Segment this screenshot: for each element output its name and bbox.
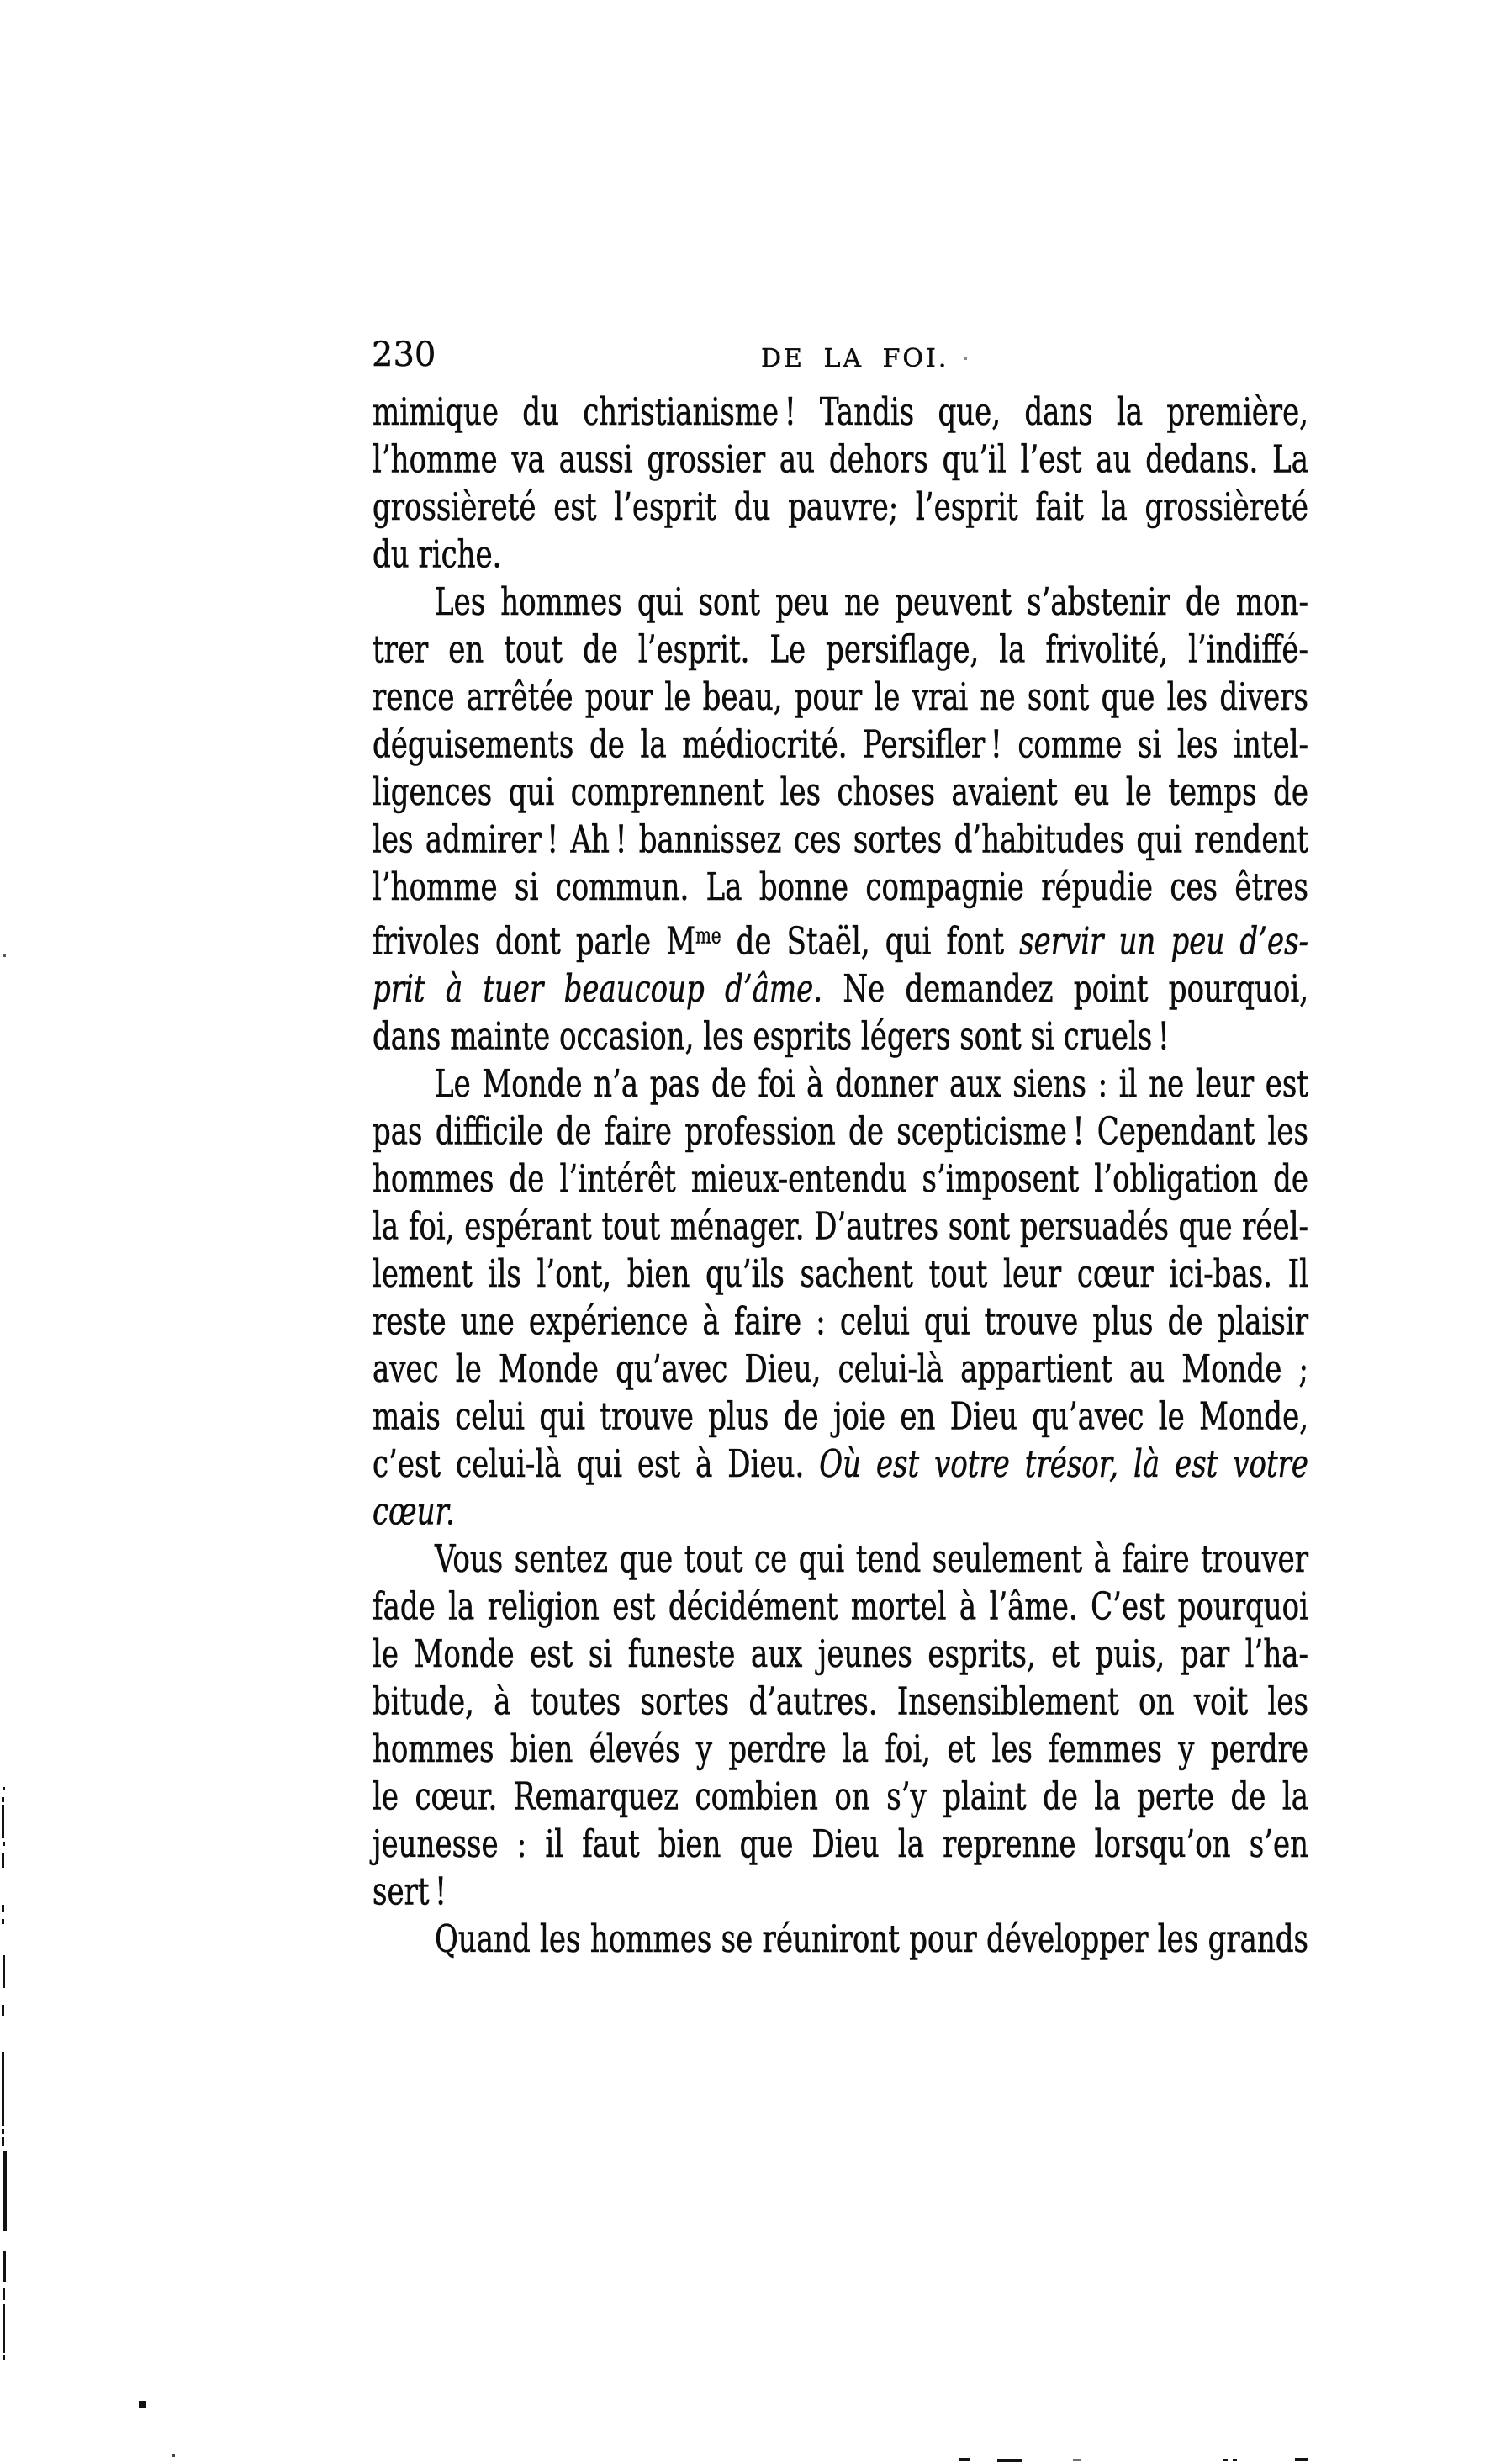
- text-line: trer en tout de l’esprit. Le persiflage, la frivolité, l’indiffé-: [373, 627, 1308, 673]
- text-line: sert !: [373, 1869, 447, 1915]
- scan-artifact: [2, 2005, 4, 2016]
- scan-artifact: [1223, 2459, 1228, 2461]
- scan-artifact: [3, 1842, 5, 1846]
- text-line: dans mainte occasion, les esprits légers sont si cruels !: [373, 1014, 1170, 1060]
- scan-artifact: [1233, 2459, 1237, 2461]
- text-line: du riche.: [373, 532, 502, 578]
- text-line: cœur.: [373, 1489, 455, 1535]
- scan-artifact: [3, 2251, 6, 2282]
- text-line: jeunesse : il faut bien que Dieu la reprenne lorsqu’on s’en: [373, 1822, 1308, 1867]
- text-line: frivoles dont parle $M^{me}$ de Staël, qui font servir un peu d’es-: [373, 919, 1309, 965]
- scan-artifact: [2, 2052, 4, 2126]
- scan-artifact: [3, 1787, 5, 1790]
- scan-artifact: [172, 2454, 175, 2457]
- scan-artifact: [1073, 2459, 1081, 2461]
- text-line: Vous sentez que tout ce qui tend seulement à faire trouver: [435, 1537, 1308, 1582]
- text-line: mais celui qui trouve plus de joie en Dieu qu’avec le Monde,: [373, 1394, 1308, 1440]
- text-line: le Monde est si funeste aux jeunes esprits, et puis, par l’ha-: [373, 1632, 1308, 1677]
- scan-artifact: [2, 2129, 4, 2134]
- text-line: hommes bien élevés y perdre la foi, et les femmes y perdre: [373, 1727, 1308, 1772]
- running-title: DE LA FOI.: [761, 344, 949, 373]
- scan-artifact: [2, 1853, 4, 1868]
- page-number: 230: [372, 336, 436, 374]
- text-line: lement ils l’ont, bien qu’ils sachent tout leur cœur ici-bas. Il: [373, 1252, 1308, 1297]
- text-line: c’est celui-là qui est à Dieu. Où est votre trésor, là est votre: [373, 1442, 1308, 1487]
- text-line: les admirer ! Ah ! bannissez ces sortes d’habitudes qui rendent: [373, 817, 1308, 863]
- text-line: Les hommes qui sont peu ne peuvent s’abstenir de mon-: [435, 580, 1308, 625]
- scan-artifact: [2, 1919, 4, 1924]
- scan-artifact: [964, 357, 967, 360]
- scan-artifact: [2, 2137, 4, 2146]
- scan-artifact: [2, 1797, 4, 1802]
- text-line: Le Monde n’a pas de foi à donner aux siens : il ne leur est: [435, 1062, 1308, 1107]
- scan-artifact: [959, 2458, 970, 2461]
- scan-artifact: [3, 2355, 5, 2360]
- text-line: l’homme si commun. La bonne compagnie répudie ces êtres: [373, 865, 1308, 910]
- text-line: ligences qui comprennent les choses avaient eu le temps de: [373, 770, 1308, 815]
- text-line: l’homme va aussi grossier au dehors qu’il l’est au dedans. La: [373, 437, 1308, 483]
- text-line: prit à tuer beaucoup d’âme. Ne demandez point pourquoi,: [373, 967, 1309, 1012]
- text-line: hommes de l’intérêt mieux-entendu s’imposent l’obligation de: [373, 1157, 1308, 1202]
- text-line: mimique du christianisme ! Tandis que, dans la première,: [373, 390, 1308, 435]
- scan-artifact: [3, 954, 6, 957]
- text-line: Quand les hommes se réuniront pour développer les grands: [435, 1917, 1308, 1962]
- scan-artifact: [3, 2304, 5, 2353]
- text-line: rence arrêtée pour le beau, pour le vrai ne sont que les divers: [373, 675, 1308, 720]
- text-line: pas difficile de faire profession de scepticisme ! Cependant les: [373, 1109, 1308, 1155]
- text-line: la foi, espérant tout ménager. D’autres sont persuadés que réel-: [373, 1204, 1308, 1250]
- scan-artifact: [3, 2151, 7, 2231]
- text-line: déguisements de la médiocrité. Persifler ! comme si les intel-: [373, 722, 1308, 768]
- text-line: bitude, à toutes sortes d’autres. Insensiblement on voit les: [373, 1679, 1308, 1725]
- text-line: fade la religion est décidément mortel à l’âme. C’est pourquoi: [373, 1584, 1308, 1630]
- scan-artifact: [3, 1955, 5, 1988]
- scan-artifact: [139, 2401, 146, 2408]
- text-line: reste une expérience à faire : celui qui trouve plus de plaisir: [373, 1299, 1308, 1345]
- scan-artifact: [997, 2459, 1022, 2462]
- scan-artifact: [3, 2288, 5, 2300]
- text-line: le cœur. Remarquez combien on s’y plaint de la perte de la: [373, 1774, 1308, 1820]
- scan-artifact: [2, 1905, 4, 1912]
- scan-artifact: [2, 1805, 4, 1838]
- text-line: avec le Monde qu’avec Dieu, celui-là appartient au Monde ;: [373, 1347, 1308, 1392]
- scan-artifact: [1295, 2458, 1308, 2461]
- text-line: grossièreté est l’esprit du pauvre; l’esprit fait la grossièreté: [373, 485, 1308, 530]
